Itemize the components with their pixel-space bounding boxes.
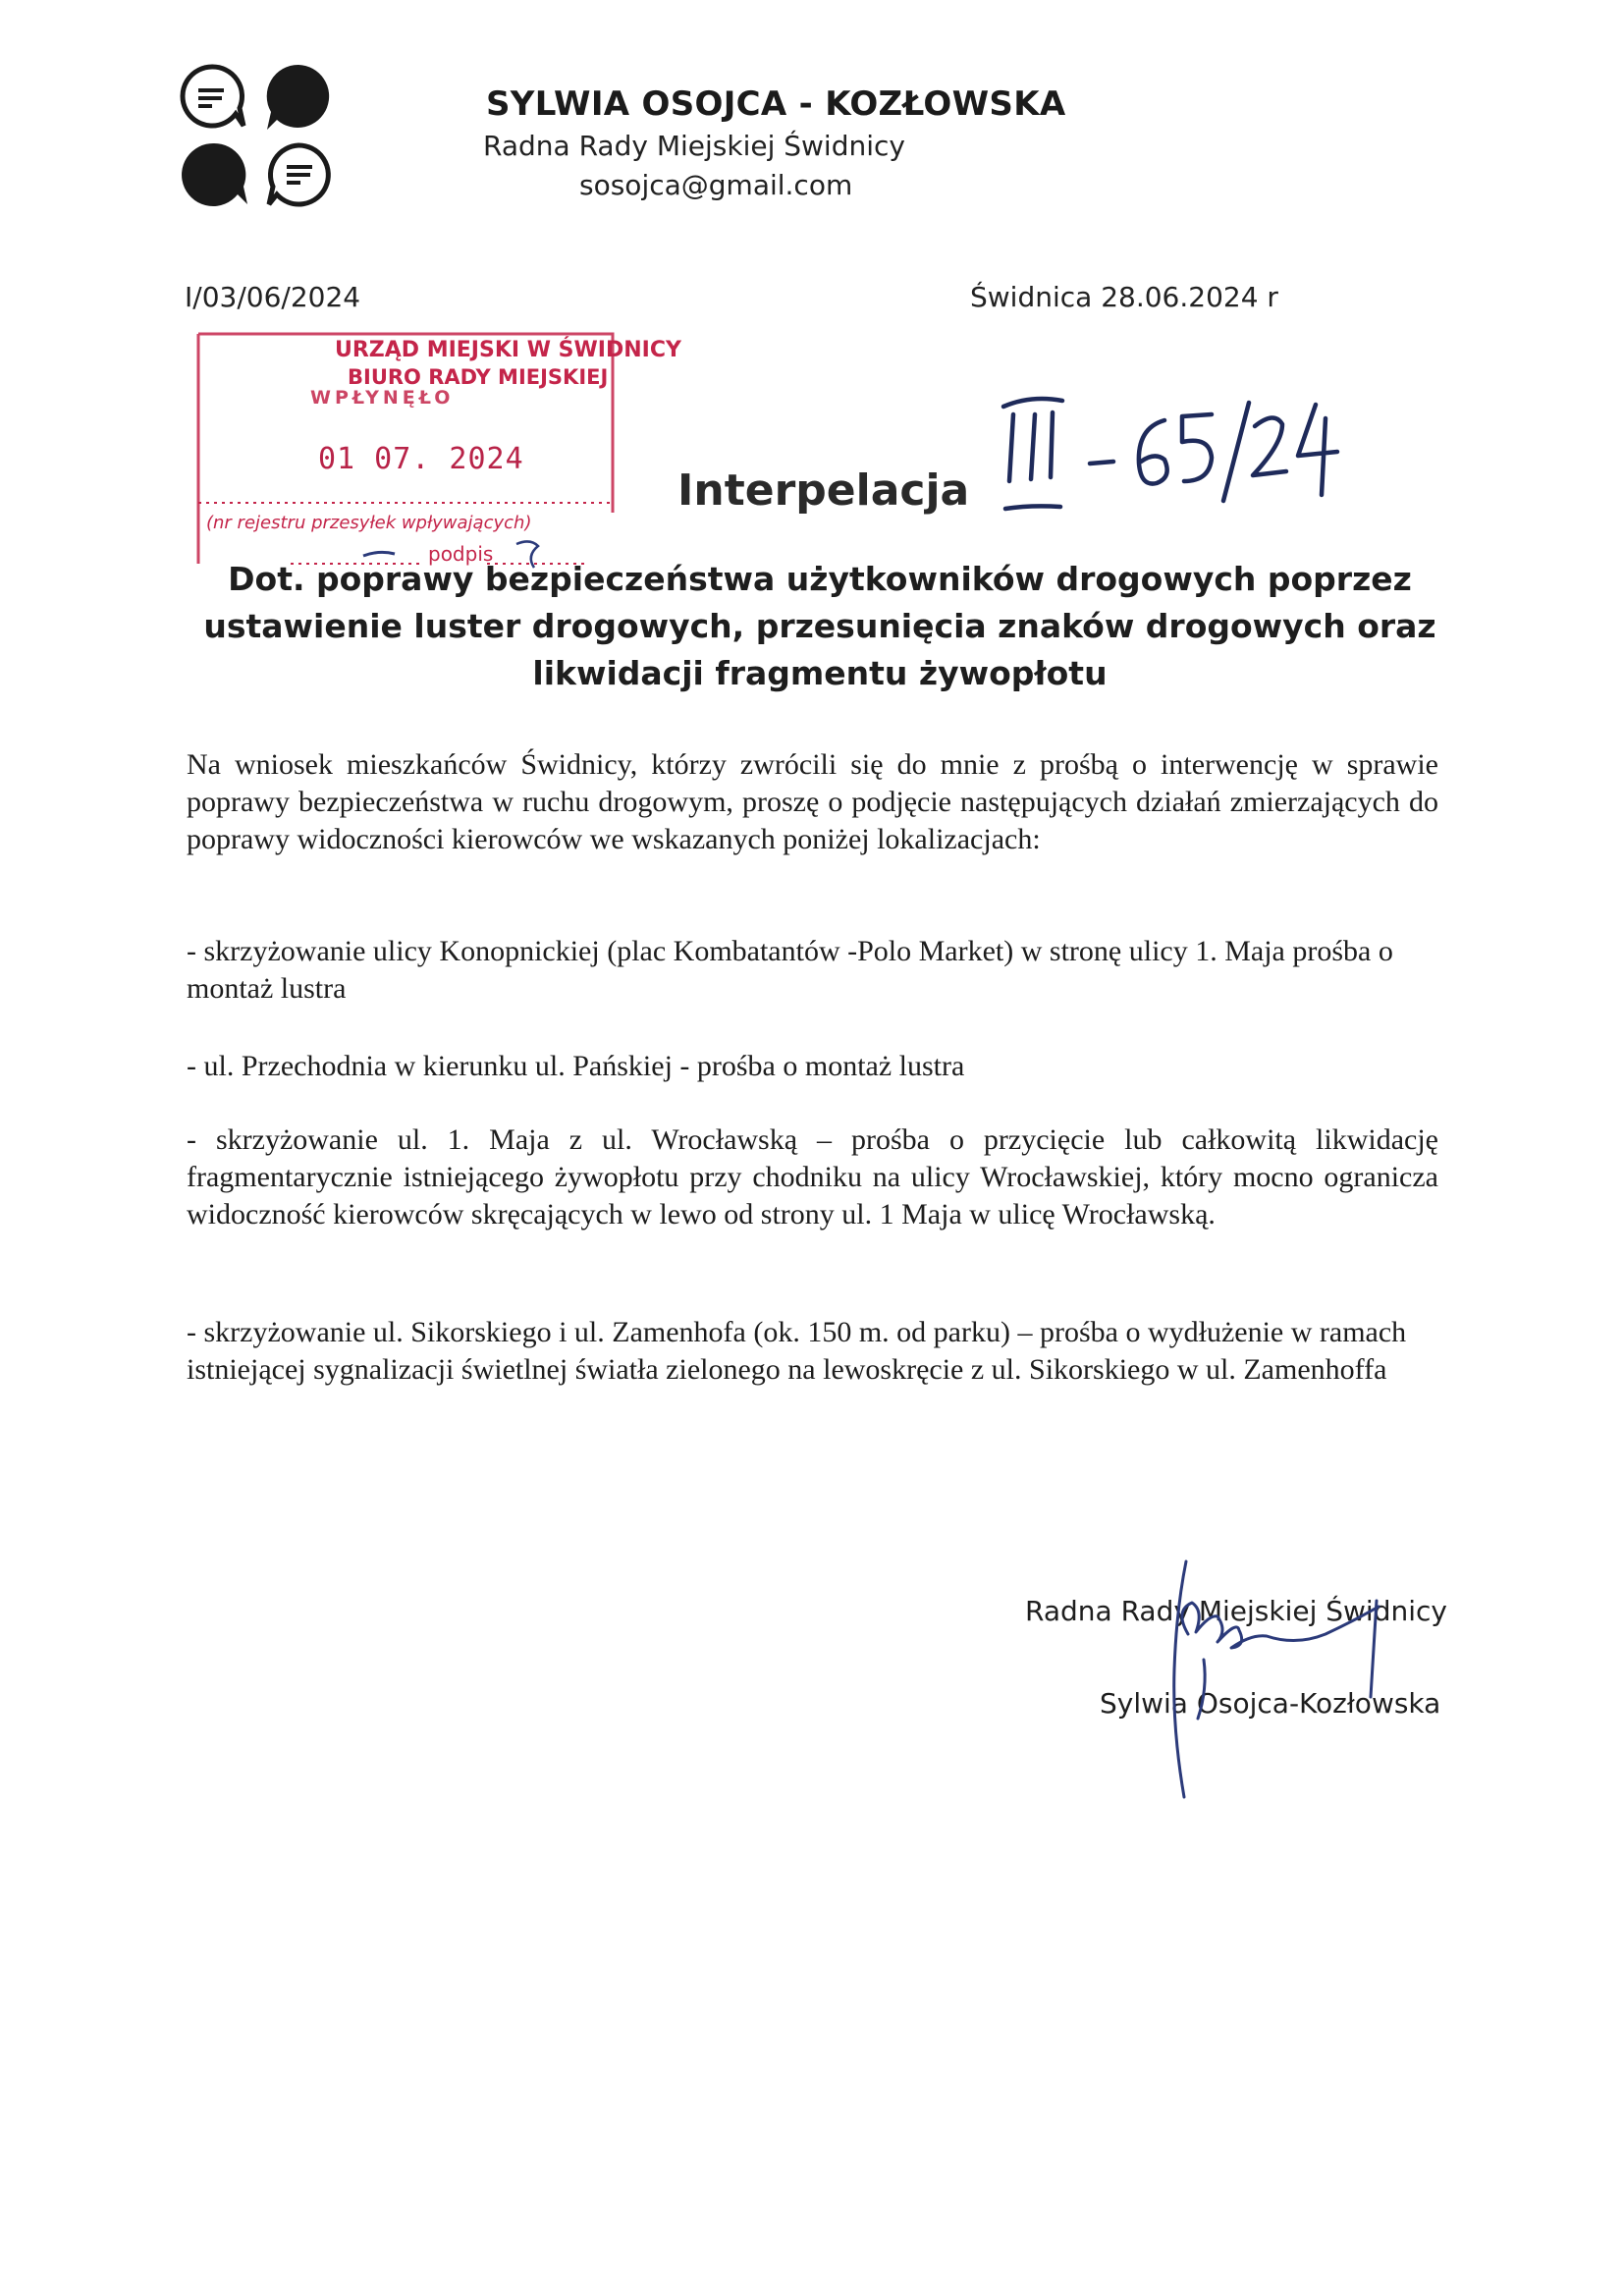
- speech-bubble-filled-icon: [267, 65, 329, 130]
- handwritten-signature: [1149, 1552, 1394, 1807]
- document-title: Interpelacja: [677, 465, 970, 516]
- list-item: - ul. Przechodnia w kierunku ul. Pańskiej - prośba o montaż lustra: [187, 1050, 965, 1082]
- stamp-line-office: URZĄD MIEJSKI W ŚWIDNICY: [335, 338, 681, 362]
- subject-line: Dot. poprawy bezpieczeństwa użytkowników drogowych poprzez ustawienie luster drogowych, przesunięcia znaków drogowych oraz likwidacji fragmentu żywopłotu: [203, 560, 1436, 692]
- registry-stamp: [192, 328, 681, 572]
- stamp-date: 01 07. 2024: [318, 442, 524, 476]
- handwritten-case-number: [992, 385, 1345, 532]
- author-role: Radna Rady Miejskiej Świdnicy: [483, 130, 905, 162]
- speech-bubble-filled-icon: [182, 143, 247, 206]
- stamp-sign-label: podpis: [428, 542, 494, 566]
- author-email: sosojca@gmail.com: [579, 169, 853, 201]
- place-date: Świdnica 28.06.2024 r: [970, 281, 1278, 313]
- speech-bubble-outline-icon: [269, 145, 328, 204]
- list-item: - skrzyżowanie ul. Sikorskiego i ul. Zamenhofa (ok. 150 m. od parku) – prośba o wydłużenie w ramach istniejącej sygnalizacji świetlnej światła zielonego na lewoskręcie z ul. Sikorskiego w ul. Zamenhoffa: [187, 1316, 1407, 1386]
- stamp-register-label: (nr rejestru przesyłek wpływających): [206, 513, 532, 533]
- list-item: - skrzyżowanie ulicy Konopnickiej (plac Kombatantów -Polo Market) w stronę ulicy 1. Maja prośba o montaż lustra: [187, 935, 1393, 1005]
- intro-paragraph: Na wniosek mieszkańców Świdnicy, którzy zwrócili się do mnie z prośbą o interwencję w sprawie poprawy bezpieczeństwa w ruchu drogowym, proszę o podjęcie następujących działań zmierzających do poprawy widoczności kierowców we wskazanych poniżej lokalizacjach:: [187, 748, 1438, 855]
- author-name: SYLWIA OSOJCA - KOZŁOWSKA: [486, 84, 1066, 124]
- speech-bubble-outline-icon: [183, 67, 243, 126]
- logo: [179, 61, 336, 208]
- signature-name: Sylwia Osojca-Kozłowska: [1100, 1687, 1441, 1720]
- stamp-line-received: WPŁYNĘŁO: [310, 387, 455, 409]
- signature-role: Radna Rady Miejskiej Świdnicy: [1025, 1595, 1447, 1627]
- reference-number: I/03/06/2024: [185, 281, 361, 313]
- list-item: - skrzyżowanie ul. 1. Maja z ul. Wrocławską – prośba o przycięcie lub całkowitą likwidację fragmentarycznie istniejącego żywopłotu przy chodniku na ulicy Wrocławskiej, który mocno ogranicza widoczność kierowców skręcających w lewo od strony ul. 1 Maja w ulicę Wrocławską.: [187, 1123, 1438, 1230]
- stamp-line-department: BIURO RADY MIEJSKIEJ: [348, 365, 609, 389]
